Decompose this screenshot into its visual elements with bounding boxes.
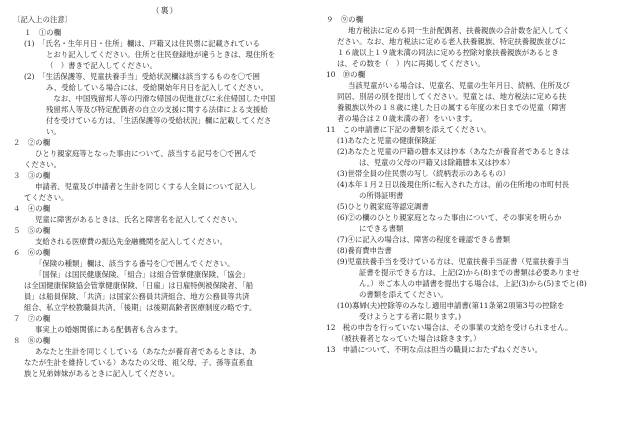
instruction-line: てください。: [24, 193, 69, 202]
instruction-line: (2)あなたと児童の戸籍の謄本又は抄本（あなたが養育者であるときは: [337, 147, 570, 156]
instructions-heading: 〔記入上の注意〕: [13, 15, 73, 24]
instruction-line: 支給される医療費の振込先金融機関を記入してください。: [35, 237, 228, 246]
instruction-line: （ ）書きで記入してください。: [46, 61, 157, 70]
instruction-line: 養親族以外の１８歳に達した日の属する年度の末日までの児童（障害: [337, 103, 567, 112]
left-instructions: [13, 27, 313, 379]
instruction-line: は、児童の父母の戸籍又は除籍謄本又は抄本）: [359, 158, 515, 167]
instruction-line: ７ ⑦の欄: [13, 314, 50, 323]
instruction-line: の書類を添えてください。: [359, 290, 448, 299]
instruction-line: ６ ⑥の欄: [13, 248, 50, 257]
instruction-line: (7)④に記入の場合は、障害の程度を確認できる書類: [337, 235, 511, 244]
instruction-line: (10)寡婦(夫)控除等のみなし適用申請書(第11条第2項第3号の控除を: [337, 301, 565, 310]
instruction-line: 12 税の申告を行っていない場合は、その事業の支給を受けられません。: [326, 323, 573, 332]
instruction-line: (5)ひとり親家庭等認定調書: [337, 202, 429, 211]
instruction-line: 付を受けている方は、「生活保護等の受給状況」欄に記載してくださ: [46, 116, 272, 125]
instruction-line: ５ ⑤の欄: [13, 226, 50, 235]
instruction-line: あなたと生計を同じくしている（あなたが養育者であるときは、あ: [35, 347, 257, 356]
instruction-line: １ ①の欄: [24, 28, 61, 37]
instruction-line: にできる書類: [359, 224, 404, 233]
instruction-line: なたが生計を維持している）あなたの父母、祖父母、子、孫等直系血: [24, 358, 254, 367]
instruction-line: は、その数を（ ）内に再掲してください。: [337, 59, 485, 68]
instruction-line: (2) 「生活保護等、児童扶養手当」受給状況欄は該当するものを〇で囲: [24, 72, 260, 81]
instruction-line: 残留邦人等及び特定配偶者の自立の支援に関する法律による支援給: [46, 105, 268, 114]
instruction-line: 同居、別居の別を提出してください。児童とは、地方税法に定める扶: [337, 92, 567, 101]
instruction-line: 「国保」は国民健康保険、「組合」は組合管掌健康保険、「協会」: [35, 270, 250, 279]
instruction-line: ひとり親家庭等となった事由について、該当する記号を〇で囲んで: [35, 149, 257, 158]
instruction-line: (3)世帯全員の住民票の写し（続柄表示のあるもの）: [337, 169, 511, 178]
instruction-line: 申請者、児童及び申請者と生計を同じくする人全員について記入し: [35, 182, 257, 191]
instruction-line: ３ ③の欄: [13, 171, 50, 180]
instruction-line: 事実上の婚姻関係にある配偶者も含みます。: [35, 325, 183, 334]
instruction-line: い。: [46, 127, 61, 136]
instruction-line: 当該児童がいる場合は、児童名、児童の生年月日、続柄、住所及び: [348, 81, 570, 90]
instruction-line: （被扶養者となっていた場合は除きます。）: [337, 334, 481, 343]
page-title: （裏）: [151, 6, 179, 15]
instruction-line: ください。: [24, 160, 61, 169]
right-instructions: [326, 14, 618, 355]
instruction-line: ださい。なお、地方税法に定める老人扶養親族、特定扶養親族並びに: [337, 37, 567, 46]
instruction-line: ん。）※ご本人の申請書を提出する場合は、上記(3)から(5)までと(8): [359, 279, 587, 288]
instruction-line: は全国健康保険協会管掌健康保険、「日雇」は日雇特例被保険者、「船: [24, 281, 254, 290]
instruction-line: 組合、私立学校教職員共済、「後期」は後期高齢者医療制度の略です。: [24, 303, 257, 312]
instruction-line: 13 申請について、不明な点は担当の職員におたずねください。: [326, 345, 543, 354]
instruction-line: (6)②の欄のひとり親家庭となった事由について、その事実を明らか: [337, 213, 562, 222]
instruction-line: (9)児童扶養手当を受けている方は、児童扶養手当証書（児童扶養手当: [337, 257, 570, 266]
right-column: [326, 14, 618, 355]
instruction-line: 児童に障害があるときは、氏名と障害名を記入してください。: [35, 215, 242, 224]
instruction-line: 者の場合は２０歳未満の者）をいいます。: [337, 114, 477, 123]
instruction-line: 受けようとする者に限ります。): [359, 312, 462, 321]
instruction-line: 証書を提示できる方は、上記(2)から(8)までの書類は必要ありませ: [359, 268, 580, 277]
instruction-line: (1) 「氏名・生年月日・住所」欄は、戸籍又は住民票に記載されている: [24, 39, 260, 48]
instruction-line: ８ ⑧の欄: [13, 336, 50, 345]
instruction-line: ４ ④の欄: [13, 204, 50, 213]
instruction-line: ９ ⑨の欄: [326, 15, 363, 24]
instruction-line: 員」は船員保険、「共済」は国家公務員共済組合、地方公務員等共済: [24, 292, 250, 301]
left-column: [13, 14, 313, 379]
instruction-line: ２ ②の欄: [13, 138, 50, 147]
instruction-line: (8)養育費申告書: [337, 246, 392, 255]
instruction-line: (4)本年１月２日以後現住所に転入された方は、前の住所地の市町村長: [337, 180, 570, 189]
instruction-line: １６歳以上１９歳未満の同法に定める控除対象扶養親族があるとき: [337, 48, 559, 57]
instruction-line: 11 この申請書に下記の書類を添えてください。: [326, 125, 491, 134]
instruction-line: とおり記入してください。住所と住民登録地が違うときは、現住所を: [46, 50, 276, 59]
instruction-line: の所得証明書: [359, 191, 404, 200]
instruction-line: 10 ⑩の欄: [326, 70, 365, 79]
instruction-line: 「保険の種類」欄は、該当する番号を〇で囲んでください。: [35, 259, 235, 268]
instruction-line: (1)あなたと児童の健康保険証: [337, 136, 437, 145]
instruction-line: み、受給している場合には、受給開始年月日を記入してください。: [46, 83, 269, 92]
instruction-line: 地方税法に定める同一生計配偶者、扶養親族の合計数を記入してく: [348, 26, 570, 35]
instruction-line: なお、中国残留邦人等の円滑な帰国の促進並びに永住帰国した中国: [46, 94, 276, 103]
instruction-line: 族と兄弟姉妹があるときに記入してください。: [24, 369, 180, 378]
